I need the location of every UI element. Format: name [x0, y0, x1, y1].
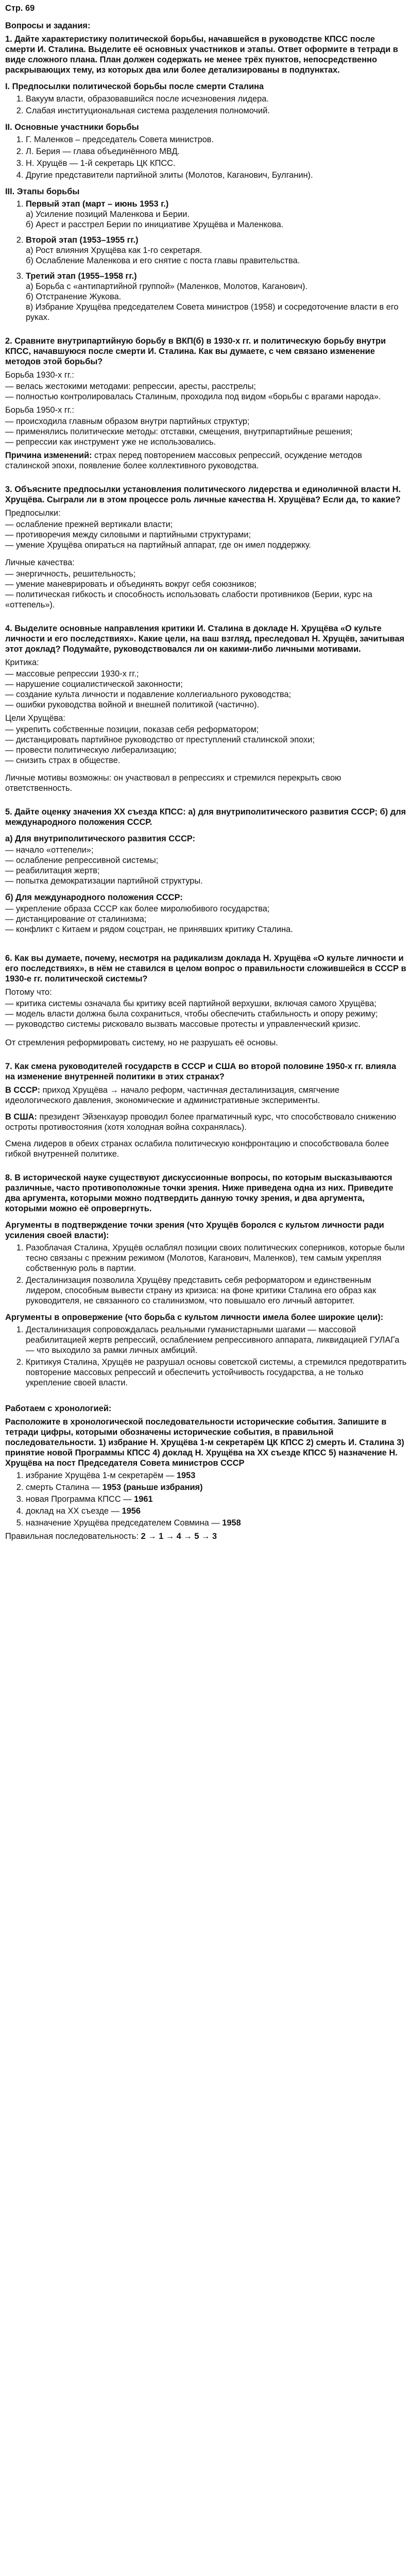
text-line: — противоречия между силовыми и партийными структурами;	[5, 530, 251, 539]
stage-item	[26, 235, 407, 266]
question-4	[5, 623, 407, 793]
text-line: — происходила главным образом внутри партийных структур;	[5, 417, 250, 426]
list-item: 4. Другие представители партийной элиты (Молотов, Каганович, Булганин).	[26, 170, 407, 180]
list-item: 2. Слабая институциональная система разделения полномочий.	[26, 106, 407, 116]
question-2	[5, 336, 407, 471]
plan-section-heading: I. Предпосылки политической борьбы после смерти Сталина	[5, 82, 264, 91]
paragraph-heading: Критика:	[5, 658, 39, 667]
list-item	[26, 1494, 407, 1504]
arguments-for-list	[5, 1243, 407, 1306]
stages-list	[5, 199, 407, 323]
event-year: 1958	[222, 1518, 241, 1528]
question-8	[5, 1173, 407, 1388]
stage-title: 2. Второй этап (1953–1955 гг.)	[26, 235, 139, 245]
text-line: — ослабление прежней вертикали власти;	[5, 520, 173, 529]
text-line: — массовые репрессии 1930-х гг.;	[5, 669, 139, 679]
text-line: — создание культа личности и подавление коллегиального руководства;	[5, 690, 291, 699]
text-line: — дистанцировать партийное руководство от преступлений сталинской эпохи;	[5, 735, 315, 744]
question-6	[5, 953, 407, 1048]
text-line: — критика системы означала бы критику всей партийной верхушки, включая самого Хрущёва;	[5, 999, 376, 1008]
list-item: 1. Разоблачая Сталина, Хрущёв ослаблял позиции своих политических соперников, которые были тесно связаны с прежним режимом (Молотов, Каганович, Маленков), тем самым укрепляя собственную роль в партии.	[26, 1243, 407, 1274]
plan-list	[5, 94, 407, 116]
text-line: — модель власти должна была сохраниться, чтобы обеспечить стабильность и опору режиму;	[5, 1009, 378, 1019]
text-line: — руководство системы рисковало вызвать массовые протесты и управленческий кризис.	[5, 1020, 361, 1029]
paragraph: От стремления реформировать систему, но не разрушать её основы.	[5, 1038, 278, 1047]
paragraph: Личные мотивы возможны: он участвовал в репрессиях и стремился перекрыть свою ответственность.	[5, 773, 341, 793]
conclusion-label: Причина изменений:	[5, 451, 92, 460]
list-item	[26, 1518, 407, 1528]
page-label: Стр. 69	[5, 4, 35, 13]
event-text: доклад на XX съезде —	[26, 1506, 122, 1516]
conclusion	[5, 450, 407, 471]
paragraph-heading: Цели Хрущёва:	[5, 714, 65, 723]
text-line: — умение маневрировать и объединять вокруг себя союзников;	[5, 580, 257, 589]
event-year: 1956	[122, 1506, 141, 1516]
question-title: 2. Сравните внутрипартийную борьбу в ВКП(б) в 1930-х гг. и политическую борьбу внутри КПСС, начавшуюся после смерти И. Сталина. Как вы думаете, с чем связано изменение методов этой борьбы?	[5, 336, 386, 366]
text-line: — велась жестокими методами: репрессии, аресты, расстрелы;	[5, 382, 256, 391]
plan-section-heading: II. Основные участники борьбы	[5, 123, 139, 132]
text-line: — укрепить собственные позиции, показав себя реформатором;	[5, 725, 259, 734]
event-text: назначение Хрущёва председателем Совмина —	[26, 1518, 222, 1528]
plan-section-heading: III. Этапы борьбы	[5, 187, 80, 196]
list-item: 3. Н. Хрущёв — 1-й секретарь ЦК КПСС.	[26, 158, 407, 168]
text-line: — дистанцирование от сталинизма;	[5, 914, 147, 924]
chronology-section	[5, 1403, 407, 1541]
question-3	[5, 484, 407, 610]
page-heading: Вопросы и задания:	[5, 21, 91, 30]
text-line: — репрессии как инструмент уже не использовались.	[5, 437, 216, 447]
list-item	[26, 1482, 407, 1493]
text-line: — провести политическую либерализацию;	[5, 745, 177, 755]
paragraph-heading: Борьба 1950-х гг.:	[5, 405, 74, 415]
question-title: 5. Дайте оценку значения XX съезда КПСС: а) для внутриполитического развития СССР; б) для международного положения СССР.	[5, 807, 406, 827]
chronology-answer	[5, 1531, 407, 1541]
paragraph: Смена лидеров в обеих странах ослабила политическую конфронтацию и способствовала более гибкой внутренней политике.	[5, 1139, 389, 1159]
paragraph	[5, 1085, 407, 1106]
stage-line: б) Ослабление Маленкова и его снятие с поста главы правительства.	[26, 256, 300, 265]
stage-line: в) Избрание Хрущёва председателем Совета министров (1958) и сосредоточение власти в его руках.	[26, 302, 399, 322]
question-title: 3. Объясните предпосылки установления политического лидерства и единоличной власти Н. Хрущёва. Сыграли ли в этом процессе роль личные качества Н. Хрущёва? Если да, то какие?	[5, 485, 401, 504]
stage-line: б) Арест и расстрел Берии по инициативе Хрущёва и Маленкова.	[26, 220, 284, 229]
stage-line: б) Отстранение Жукова.	[26, 292, 122, 301]
list-item: 2. Л. Берия — глава объединённого МВД.	[26, 146, 407, 157]
text-line: — ошибки руководства войной и внешней политикой (частично).	[5, 700, 260, 709]
paragraph-heading: Предпосылки:	[5, 509, 61, 518]
event-year: 1961	[134, 1495, 153, 1504]
paragraph	[5, 1112, 407, 1132]
text-line: — начало «оттепели»;	[5, 845, 94, 855]
text-line: — реабилитация жертв;	[5, 866, 100, 875]
chronology-task: Расположите в хронологической последовательности исторические события. Запишите в тетради цифры, которыми обозначены исторические события, в правильной последовательности. 1) избрание Н. Хрущёва 1-м секретарём ЦК КПСС 2) смерть И. Сталина 3) принятие новой Программы КПСС 4) доклад Н. Хрущёва на XX съезде КПСС 5) назначение Н. Хрущёва на пост Председателя Совета министров СССР	[5, 1417, 404, 1468]
stage-title: 1. Первый этап (март – июнь 1953 г.)	[26, 199, 169, 209]
list-item: 1. Вакуум власти, образовавшийся после исчезновения лидера.	[26, 94, 407, 104]
list-item	[26, 1506, 407, 1516]
paragraph-heading: б) Для международного положения СССР:	[5, 893, 183, 902]
text-line: — политическая гибкость и способность использовать слабости противников (Берии, курс на «оттепель»).	[5, 590, 372, 609]
list-item: 1. Г. Маленков – председатель Совета министров.	[26, 134, 407, 145]
plan-list	[5, 134, 407, 180]
paragraph-heading: а) Для внутриполитического развития СССР:	[5, 834, 196, 843]
paragraph-text: президент Эйзенхауэр проводил более прагматичный курс, что способствовало снижению остроты противостояния (хотя холодная война сохранялась).	[5, 1112, 397, 1132]
thesis: Аргументы в подтверждение точки зрения (что Хрущёв боролся с культом личности ради усиления своей власти):	[5, 1221, 384, 1240]
question-7	[5, 1061, 407, 1159]
paragraph-label: В США:	[5, 1112, 37, 1122]
text-line: — полностью контролировалась Сталиным, проходила под видом «борьбы с врагами народа».	[5, 392, 381, 401]
event-text: смерть Сталина —	[26, 1483, 102, 1492]
text-line: — применялись политические методы: отставки, смещения, внутрипартийные решения;	[5, 427, 353, 436]
question-title: 1. Дайте характеристику политической борьбы, начавшейся в руководстве КПСС после смерти И. Сталина. Выделите её основных участников и этапы. Ответ оформите в тетради в виде сложного плана. План должен содержать не менее трёх пунктов, непосредственно раскрывающих тему, из которых два или более детализированы в подпунктах.	[5, 35, 398, 75]
event-text: избрание Хрущёва 1-м секретарём —	[26, 1471, 177, 1480]
event-year: 1953 (раньше избрания)	[102, 1483, 203, 1492]
stage-line: а) Рост влияния Хрущёва как 1-го секретаря.	[26, 246, 202, 255]
paragraph-text: приход Хрущёва → начало реформ, частичная десталинизация, смягчение идеологического давления, экономические и административные эксперименты.	[5, 1086, 340, 1105]
text-line: — укрепление образа СССР как более миролюбивого государства;	[5, 904, 270, 913]
paragraph-heading: Личные качества:	[5, 558, 75, 567]
question-title: 4. Выделите основные направления критики И. Сталина в докладе Н. Хрущёва «О культе личности и его последствиях». Какие цели, на ваш взгляд, преследовал Н. Хрущёв, зачитывая этот доклад? Подумайте, руководствовался ли он какими-либо личными мотивами.	[5, 624, 405, 654]
stage-item	[26, 199, 407, 230]
text-line: — ослабление репрессивной системы;	[5, 856, 159, 865]
arguments-against-list	[5, 1325, 407, 1388]
text-line: — попытка демократизации партийной структуры.	[5, 876, 203, 886]
against-heading: Аргументы в опровержение (что борьба с культом личности имела более широкие цели):	[5, 1313, 384, 1322]
conclusion-text: страх перед повторением массовых репрессий, осуждение методов сталинской эпохи, появление более коллективного руководства.	[5, 451, 362, 470]
answer-label: Правильная последовательность:	[5, 1532, 141, 1541]
answer-value: 2 → 1 → 4 → 5 → 3	[141, 1532, 217, 1541]
event-text: новая Программа КПСС —	[26, 1495, 134, 1504]
question-title: 6. Как вы думаете, почему, несмотря на радикализм доклада Н. Хрущёва «О культе личности и его последствиях», в нём не ставился в целом вопрос о правильности сложившейся в СССР в 1930-е гг. политической системы?	[5, 954, 406, 984]
text-line: — снизить страх в обществе.	[5, 756, 121, 765]
list-item	[26, 1470, 407, 1481]
paragraph-label: В СССР:	[5, 1086, 41, 1095]
stage-item	[26, 271, 407, 323]
paragraph-heading: Борьба 1930-х гг.:	[5, 370, 74, 380]
chronology-list	[5, 1470, 407, 1528]
question-title: 7. Как смена руководителей государств в СССР и США во второй половине 1950-х гг. влияла на изменение внутренней политики в этих странах?	[5, 1062, 397, 1081]
list-item: 2. Десталинизация позволила Хрущёву представить себя реформатором и единственным лидером, способным вывести страну из кризиса: на фоне критики Сталина его образ как руководителя, не связанного со сталинизмом, что повышало его личный авторитет.	[26, 1275, 407, 1306]
text-line: — конфликт с Китаем и рядом соцстран, не принявших критику Сталина.	[5, 925, 293, 934]
question-title: 8. В исторической науке существуют дискуссионные вопросы, по которым высказываются различные, часто противоположные точки зрения. Ниже приведена одна из них. Приведите два аргумента, которыми можно подтвердить данную точку зрения, и два аргумента, которыми можно её опровергнуть.	[5, 1173, 393, 1213]
question-5	[5, 807, 407, 935]
text-line: — энергичность, решительность;	[5, 569, 136, 579]
chronology-heading: Работаем с хронологией:	[5, 1404, 112, 1413]
list-item: 1. Десталинизация сопровождалась реальными гуманистарными шагами — массовой реабилитацией жертв репрессий, ослаблением репрессивного аппарата, ликвидацией ГУЛАГа — что выходило за рамки личных амбиций.	[26, 1325, 407, 1355]
list-item: 2. Критикуя Сталина, Хрущёв не разрушал основы советской системы, а стремился предотвратить повторение массовых репрессий и обеспечить устойчивость государства, а не только укрепление своей власти.	[26, 1357, 407, 1388]
text-line: — нарушение социалистической законности;	[5, 680, 183, 689]
event-year: 1953	[176, 1471, 196, 1480]
stage-title: 3. Третий этап (1955–1958 гг.)	[26, 272, 137, 281]
stage-line: а) Борьба с «антипартийной группой» (Маленков, Молотов, Каганович).	[26, 282, 308, 291]
text-line: — умение Хрущёва опираться на партийный аппарат, где он имел поддержку.	[5, 540, 311, 550]
stage-line: а) Усиление позиций Маленкова и Берии.	[26, 210, 190, 219]
question-1	[5, 34, 407, 323]
paragraph-heading: Потому что:	[5, 988, 52, 997]
